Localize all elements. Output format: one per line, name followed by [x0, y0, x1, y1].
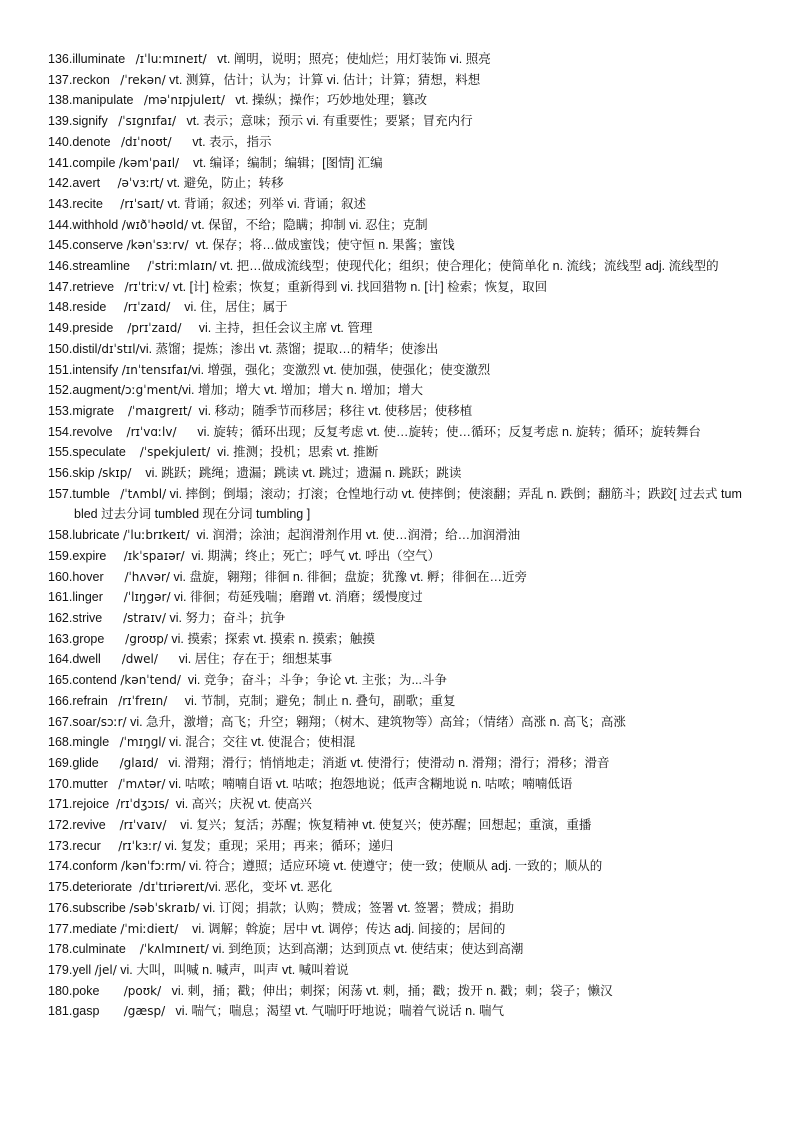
entry-word: strive — [72, 610, 103, 625]
vocab-entry — [48, 297, 748, 318]
entry-definition: vt. 表示，指示 — [192, 134, 272, 149]
entry-number: 152. — [48, 383, 73, 398]
entry-definition: vt. 编译；编制；编辑；[图情] 汇编 — [192, 155, 383, 170]
vocab-entry — [48, 132, 748, 153]
entry-phonetic: /groʊp/ — [125, 631, 168, 646]
entry-word: reckon — [72, 72, 110, 87]
entry-definition: vi. 摔倒；倒塌；滚动；打滚；仓惶地行动 vt. 使摔倒；使滚翻；弄乱 n. 跌倒；翻筋斗；跌跤[ 过去式 tumbled 过去分词 tumbled 现在分词 tumbling ] — [74, 486, 742, 522]
entry-number: 142. — [48, 176, 73, 191]
vocab-entry — [48, 360, 748, 381]
entry-definition: vi. 滑翔；滑行；悄悄地走；消逝 vt. 使滑行；使滑动 n. 滑翔；滑行；滑移；滑音 — [168, 755, 610, 770]
vocab-entry — [48, 173, 748, 194]
entry-phonetic: /rɪˈdʒɔɪs/ — [116, 797, 169, 812]
entry-definition: vi. 高兴；庆祝 vt. 使高兴 — [175, 797, 312, 812]
vocab-entry — [48, 567, 748, 588]
entry-definition: vi. 旋转；循环出现；反复考虑 vt. 使…旋转；使…循环；反复考虑 n. 旋转；循环；旋转舞台 — [197, 424, 701, 439]
entry-word: gasp — [72, 1004, 100, 1019]
entry-definition: vi. 努力；奋斗；抗争 — [169, 610, 286, 625]
entry-number: 138. — [48, 93, 73, 108]
entry-word: reside — [72, 300, 107, 315]
entry-word: preside — [72, 321, 114, 336]
entry-number: 175. — [48, 880, 73, 895]
entry-definition: vi. 居住；存在于；细想某事 — [178, 652, 333, 667]
entry-word: subscribe — [72, 900, 126, 915]
entry-number: 145. — [48, 238, 73, 253]
entry-phonetic: /kənˈtend/ — [120, 673, 181, 688]
vocab-entry — [48, 815, 748, 836]
vocab-entry — [48, 194, 748, 215]
entry-phonetic: /kənˈsɜːrv/ — [126, 238, 189, 253]
entry-number: 157. — [48, 486, 73, 501]
entry-definition: vt. 保留，不给；隐瞒；抑制 vi. 忍住；克制 — [191, 217, 428, 232]
vocab-entry — [48, 608, 748, 629]
entry-phonetic: /rɪˈvaɪv/ — [119, 818, 167, 833]
entry-phonetic: /wɪðˈhəʊld/ — [121, 217, 189, 232]
entry-word: mutter — [72, 776, 108, 791]
entry-word: linger — [72, 590, 103, 605]
entry-word: mediate — [72, 921, 117, 936]
entry-word: signify — [72, 114, 108, 129]
vocab-entry — [48, 691, 748, 712]
entry-phonetic: /gæsp/ — [123, 1004, 166, 1019]
entry-number: 158. — [48, 528, 73, 543]
entry-phonetic: /ɪˈluːmɪneɪt/ — [135, 52, 207, 66]
entry-word: dwell — [72, 652, 101, 667]
entry-phonetic: /ɔːgˈment/ — [121, 383, 183, 398]
entry-definition: vi. 恶化，变坏 vt. 恶化 — [208, 880, 333, 895]
entry-definition: vi. 润滑；涂油；起润滑剂作用 vt. 使…润滑；给…加润滑油 — [196, 528, 521, 543]
vocab-entry — [48, 919, 748, 940]
vocab-entry — [48, 1001, 748, 1022]
vocab-entry — [48, 111, 748, 132]
entry-word: withhold — [72, 217, 119, 232]
entry-definition: vi. 订阅；捐款；认购；赞成；签署 vt. 签署；赞成；捐助 — [203, 900, 515, 915]
entry-word: yell — [72, 962, 92, 977]
entry-number: 159. — [48, 548, 73, 563]
entry-word: retrieve — [72, 279, 115, 294]
entry-phonetic: /rɪˈvɑːlv/ — [126, 424, 177, 439]
entry-definition: vt. 保存；将…做成蜜饯；使守恒 n. 果酱；蜜饯 — [195, 238, 455, 253]
entry-word: manipulate — [72, 93, 134, 108]
entry-phonetic: /sɔːr/ — [96, 714, 127, 729]
entry-definition: vi. 调解；斡旋；居中 vt. 调停；传达 adj. 间接的；居间的 — [192, 921, 506, 936]
vocab-entry — [48, 774, 748, 795]
entry-number: 140. — [48, 134, 73, 149]
entry-definition: vi. 主持，担任会议主席 vt. 管理 — [198, 321, 373, 336]
vocab-entry — [48, 753, 748, 774]
entry-number: 179. — [48, 962, 73, 977]
entry-number: 173. — [48, 838, 73, 853]
vocab-entry — [48, 484, 748, 525]
vocab-entry — [48, 898, 748, 919]
entry-phonetic: /səbˈskraɪb/ — [129, 900, 200, 915]
entry-number: 153. — [48, 403, 73, 418]
entry-number: 172. — [48, 818, 73, 833]
vocab-entry — [48, 587, 748, 608]
vocab-entry — [48, 981, 748, 1002]
entry-word: denote — [72, 134, 111, 149]
entry-phonetic: /straɪv/ — [123, 610, 166, 625]
entry-word: revive — [72, 818, 106, 833]
entry-word: glide — [72, 755, 99, 770]
entry-definition: vi. 跳跃；跳绳；遗漏；跳读 vt. 跳过；遗漏 n. 跳跃；跳读 — [145, 466, 462, 481]
entry-phonetic: /ˈmiːdieɪt/ — [120, 921, 179, 936]
vocab-entry — [48, 215, 748, 236]
entry-definition: vt. 阐明，说明；照亮；使灿烂；用灯装饰 vi. 照亮 — [217, 52, 491, 66]
vocab-entry — [48, 836, 748, 857]
vocab-entry — [48, 70, 748, 91]
entry-word: rejoice — [72, 797, 110, 812]
vocab-entry — [48, 670, 748, 691]
entry-phonetic: /ˈhʌvər/ — [124, 569, 170, 584]
entry-word: intensify — [72, 362, 119, 377]
entry-phonetic: /rɪˈtriːv/ — [124, 279, 170, 294]
vocab-entry — [48, 235, 748, 256]
entry-word: distil — [72, 341, 98, 356]
vocab-entry — [48, 960, 748, 981]
vocab-entry — [48, 422, 748, 443]
entry-definition: vi. 复发；重现；采用；再来；循环；递归 — [164, 838, 394, 853]
entry-definition: vi. 大叫，叫喊 n. 喊声，叫声 vt. 喊叫着说 — [120, 962, 349, 977]
entry-number: 136. — [48, 52, 73, 66]
entry-number: 168. — [48, 735, 73, 750]
entry-number: 148. — [48, 300, 73, 315]
entry-phonetic: /dwel/ — [121, 652, 158, 667]
entry-phonetic: /dɪˈnoʊt/ — [121, 134, 172, 149]
entry-definition: vt. 测算，估计；认为；计算 vi. 估计；计算；猜想，料想 — [169, 72, 481, 87]
entry-number: 178. — [48, 942, 73, 957]
entry-word: conform — [72, 859, 118, 874]
entry-definition: vi. 蒸馏；提炼；渗出 vt. 蒸馏；提取…的精华；使渗出 — [139, 341, 439, 356]
entry-word: hover — [72, 569, 104, 584]
entry-phonetic: /jel/ — [94, 962, 117, 977]
entry-word: expire — [72, 548, 107, 563]
entry-phonetic: /skɪp/ — [98, 466, 132, 481]
entry-word: culminate — [72, 942, 126, 957]
entry-word: deteriorate — [72, 880, 133, 895]
entry-definition: vi. 推测；投机；思索 vt. 推断 — [217, 445, 379, 460]
vocab-entry — [48, 712, 748, 733]
entry-number: 165. — [48, 673, 73, 688]
vocab-entry — [48, 442, 748, 463]
entry-word: streamline — [72, 259, 131, 274]
entry-word: conserve — [72, 238, 124, 253]
entry-phonetic: /ˈmʌtər/ — [118, 776, 166, 791]
entry-word: refrain — [72, 693, 108, 708]
vocab-entry — [48, 339, 748, 360]
entry-definition: vi. 符合；遵照；适应环境 vt. 使遵守；使一致；使顺从 adj. 一致的；顺从的 — [189, 859, 603, 874]
vocab-entry — [48, 525, 748, 546]
entry-number: 143. — [48, 196, 73, 211]
vocab-entry — [48, 877, 748, 898]
entry-number: 169. — [48, 755, 73, 770]
vocab-entry — [48, 49, 748, 70]
entry-number: 137. — [48, 72, 73, 87]
entry-word: lubricate — [72, 528, 120, 543]
entry-phonetic: /ˈkʌlmɪneɪt/ — [139, 942, 209, 957]
entry-definition: vt. 操纵；操作；巧妙地处理；篡改 — [235, 93, 427, 108]
entry-number: 160. — [48, 569, 73, 584]
entry-definition: vt. 避免，防止；转移 — [166, 176, 284, 191]
entry-word: skip — [72, 466, 95, 481]
entry-phonetic: /ˈtʌmbl/ — [120, 486, 167, 501]
vocab-entry — [48, 732, 748, 753]
vocab-entry — [48, 153, 748, 174]
entry-definition: vi. 住，居住；属于 — [184, 300, 288, 315]
entry-definition: vi. 移动；随季节而移居；移往 vt. 使移居；使移植 — [198, 403, 473, 418]
entry-phonetic: /rɪˈfreɪn/ — [118, 693, 168, 708]
entry-number: 146. — [48, 259, 73, 274]
entry-phonetic: /ˈspekjuleɪt/ — [139, 445, 211, 460]
entry-phonetic: /poʊk/ — [123, 983, 162, 998]
entry-number: 163. — [48, 631, 73, 646]
entry-number: 181. — [48, 1004, 73, 1019]
vocab-entry — [48, 629, 748, 650]
entry-number: 141. — [48, 155, 73, 170]
entry-word: tumble — [72, 486, 110, 501]
vocab-entry — [48, 463, 748, 484]
entry-definition: vi. 急升，激增；高飞；升空；翱翔；（树木、建筑物等）高耸；（情绪）高涨 n. 高飞；高涨 — [130, 714, 626, 729]
entry-phonetic: /ˈmɪŋgl/ — [119, 735, 166, 750]
entry-phonetic: /ˈmaɪgreɪt/ — [127, 403, 192, 418]
vocabulary-list — [48, 49, 748, 1022]
entry-phonetic: /glaɪd/ — [119, 755, 159, 770]
entry-number: 170. — [48, 776, 73, 791]
entry-word: recur — [72, 838, 101, 853]
entry-number: 161. — [48, 590, 73, 605]
entry-definition: vi. 盘旋，翱翔；徘徊 n. 徘徊；盘旋；犹豫 vt. 孵；徘徊在…近旁 — [173, 569, 527, 584]
vocab-entry — [48, 401, 748, 422]
entry-number: 162. — [48, 610, 73, 625]
entry-definition: vi. 增强，强化；变激烈 vt. 使加强，使强化；使变激烈 — [191, 362, 491, 377]
entry-phonetic: /kənˈfɔːrm/ — [120, 859, 186, 874]
vocab-entry — [48, 380, 748, 401]
entry-phonetic: /dɪˈstɪl/ — [97, 341, 140, 356]
entry-number: 176. — [48, 900, 73, 915]
vocab-entry — [48, 256, 748, 277]
entry-phonetic: /əˈvɜːrt/ — [117, 176, 164, 191]
entry-word: illuminate — [72, 52, 126, 66]
entry-definition: vi. 到绝顶；达到高潮；达到顶点 vt. 使结束；使达到高潮 — [212, 942, 524, 957]
entry-number: 151. — [48, 362, 73, 377]
entry-number: 149. — [48, 321, 73, 336]
entry-definition: vt. 表示；意味；预示 vi. 有重要性；要紧；冒充内行 — [186, 114, 473, 129]
entry-number: 164. — [48, 652, 73, 667]
entry-word: soar — [72, 714, 97, 729]
entry-word: speculate — [72, 445, 126, 460]
entry-definition: vt. 把…做成流线型；使现代化；组织；使合理化；使简单化 n. 流线；流线型 adj. 流线型的 — [219, 259, 719, 274]
entry-number: 180. — [48, 983, 73, 998]
entry-definition: vi. 节制，克制；避免；制止 n. 叠句，副歌；重复 — [184, 693, 456, 708]
entry-definition: vi. 摸索；探索 vt. 摸索 n. 摸索；触摸 — [171, 631, 375, 646]
entry-phonetic: /ˈsɪgnɪfaɪ/ — [118, 114, 177, 129]
entry-word: compile — [72, 155, 116, 170]
entry-number: 166. — [48, 693, 73, 708]
vocab-entry — [48, 939, 748, 960]
entry-phonetic: /dɪˈtɪriəreɪt/ — [139, 880, 209, 895]
entry-number: 154. — [48, 424, 73, 439]
entry-number: 156. — [48, 466, 73, 481]
entry-definition: vi. 喘气；喘息；渴望 vt. 气喘吁吁地说；喘着气说话 n. 喘气 — [175, 1004, 505, 1019]
entry-definition: vi. 徘徊；苟延残喘；磨蹭 vt. 消磨；缓慢度过 — [173, 590, 423, 605]
vocab-entry — [48, 794, 748, 815]
entry-number: 147. — [48, 279, 73, 294]
entry-number: 171. — [48, 797, 73, 812]
vocab-entry — [48, 856, 748, 877]
vocab-entry — [48, 546, 748, 567]
entry-word: augment — [72, 383, 121, 398]
entry-number: 139. — [48, 114, 73, 129]
entry-phonetic: /ɪkˈspaɪər/ — [123, 548, 185, 563]
entry-phonetic: /ˈluːbrɪkeɪt/ — [123, 528, 190, 543]
entry-phonetic: /rɪˈzaɪd/ — [123, 300, 171, 315]
vocab-entry — [48, 277, 748, 298]
entry-number: 177. — [48, 921, 73, 936]
vocab-entry — [48, 318, 748, 339]
entry-definition: vi. 混合；交往 vt. 使混合；使相混 — [169, 735, 356, 750]
entry-word: recite — [72, 196, 103, 211]
entry-definition: vi. 刺，捅；戳；伸出；刺探；闲荡 vt. 刺，捅；戳；拨开 n. 戳；刺；袋子；懒汉 — [171, 983, 613, 998]
vocab-entry — [48, 649, 748, 670]
entry-phonetic: /ˈrekən/ — [120, 72, 166, 87]
entry-definition: vt. 背诵；叙述；列举 vi. 背诵；叙述 — [167, 196, 366, 211]
entry-definition: vi. 复兴；复活；苏醒；恢复精神 vt. 使复兴；使苏醒；回想起；重演，重播 — [180, 818, 592, 833]
entry-phonetic: /ˈstriːmlaɪn/ — [147, 259, 217, 274]
entry-word: mingle — [72, 735, 110, 750]
entry-definition: vi. 增加；增大 vt. 增加；增大 n. 增加；增大 — [182, 383, 424, 398]
entry-phonetic: /məˈnɪpjuleɪt/ — [143, 93, 225, 108]
entry-phonetic: /ɪnˈtensɪfaɪ/ — [121, 362, 192, 377]
entry-phonetic: /rɪˈsaɪt/ — [120, 196, 164, 211]
entry-word: grope — [72, 631, 105, 646]
entry-number: 155. — [48, 445, 73, 460]
vocab-entry — [48, 90, 748, 111]
entry-word: revolve — [72, 424, 113, 439]
entry-number: 144. — [48, 217, 73, 232]
entry-phonetic: /kəmˈpaɪl/ — [118, 155, 180, 170]
entry-number: 150. — [48, 341, 73, 356]
entry-word: contend — [72, 673, 117, 688]
entry-number: 174. — [48, 859, 73, 874]
entry-phonetic: /rɪˈkɜːr/ — [118, 838, 162, 853]
entry-word: poke — [72, 983, 100, 998]
entry-phonetic: /prɪˈzaɪd/ — [127, 321, 182, 336]
entry-phonetic: /ˈlɪŋgər/ — [123, 590, 171, 605]
entry-number: 167. — [48, 714, 73, 729]
entry-definition: vi. 期满；终止；死亡；呼气 vt. 呼出（空气） — [191, 548, 441, 563]
entry-word: avert — [72, 176, 101, 191]
entry-definition: vi. 咕哝；喃喃自语 vt. 咕哝；抱怨地说；低声含糊地说 n. 咕哝；喃喃低语 — [168, 776, 573, 791]
entry-definition: vi. 竞争；奋斗；斗争；争论 vt. 主张；为...斗争 — [187, 673, 447, 688]
entry-word: migrate — [72, 403, 115, 418]
entry-definition: vt. [计] 检索；恢复；重新得到 vi. 找回猎物 n. [计] 检索；恢复，取回 — [172, 279, 548, 294]
